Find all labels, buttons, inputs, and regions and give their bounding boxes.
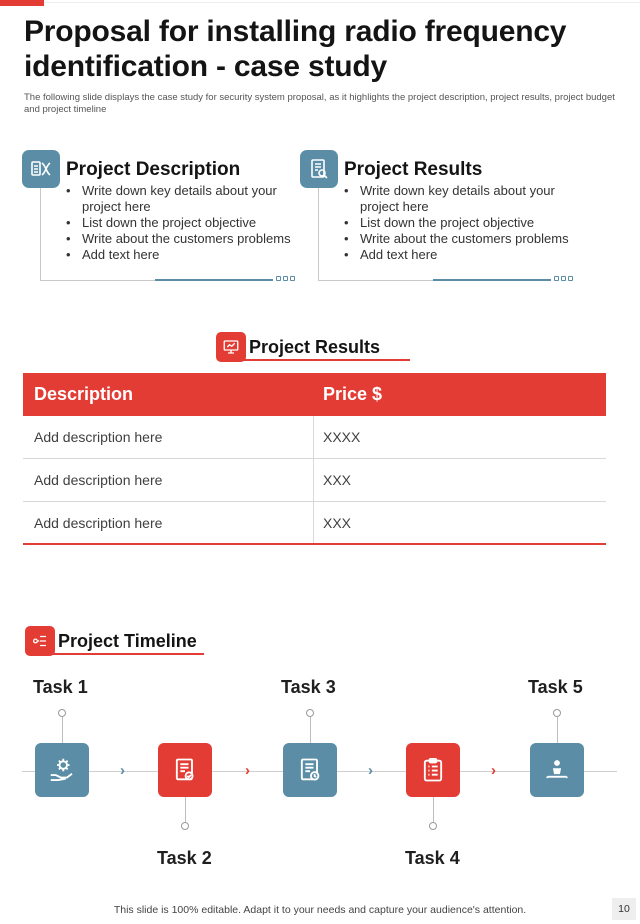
card-accent-rule (433, 279, 551, 281)
table-cell: Add description here (23, 416, 314, 458)
clipboard-list-icon (406, 743, 460, 797)
task-label: Task 5 (528, 677, 583, 697)
timeline-stem (185, 797, 186, 822)
timeline-stem (62, 717, 63, 743)
task-label: Task 2 (157, 848, 212, 868)
task-label: Task 1 (33, 677, 88, 697)
table-cell: XXX (323, 514, 352, 531)
section-underline (42, 653, 204, 655)
list-item: • Write about the customers problems (344, 231, 574, 247)
table-cell: XXX (323, 472, 352, 488)
chevron-right-icon: › (368, 762, 373, 779)
document-check-icon (158, 743, 212, 797)
dna-chart-icon (22, 150, 60, 188)
page-number: 10 (612, 898, 636, 920)
task-label: Task 4 (405, 848, 460, 868)
hand-gear-icon (35, 743, 89, 797)
table-row (23, 459, 606, 502)
list-item: • Write down key details about your project here (66, 183, 296, 215)
timeline-node (553, 709, 561, 717)
timeline-heading (25, 626, 197, 656)
card-project-description (22, 150, 292, 285)
page-subtitle: The following slide displays the case study for security system proposal, as it highlights the project description, project results, project budget and project timeline (24, 92, 615, 115)
list-item: • Add text here (66, 247, 296, 263)
section-title: Project Timeline (58, 630, 197, 651)
chevron-right-icon: › (120, 762, 125, 779)
card-dots (276, 276, 295, 284)
table-header-cell: Price $ (323, 384, 383, 404)
table-cell: XXXX (323, 429, 361, 445)
timeline-stem (433, 797, 434, 822)
card-project-results (300, 150, 570, 285)
list-item: • Write down key details about your project here (344, 183, 574, 215)
section-title: Project Results (249, 336, 381, 357)
top-accent-bar (0, 0, 44, 6)
timeline-node (58, 709, 66, 717)
top-rule (44, 2, 640, 3)
card-frame (318, 180, 319, 280)
card-dots (554, 276, 573, 284)
timeline-stem (557, 717, 558, 743)
card-title: Project Results (344, 159, 483, 180)
document-search-icon (300, 150, 338, 188)
table-row (23, 416, 606, 459)
person-podium-icon (530, 743, 584, 797)
table-header-cell: Description (34, 384, 134, 404)
list-item: • Write about the customers problems (66, 231, 296, 247)
document-clock-icon (283, 743, 337, 797)
timeline-node (306, 709, 314, 717)
table-cell: Add description here (23, 459, 314, 501)
card-frame (40, 180, 41, 280)
chevron-right-icon: › (491, 762, 496, 779)
table-header (23, 373, 606, 416)
timeline-stem (310, 717, 311, 743)
footer-note: This slide is 100% editable. Adapt it to your needs and capture your audience's attention. (113, 904, 527, 916)
card-bullet-list (344, 183, 574, 263)
list-item: • List down the project objective (66, 215, 296, 231)
presentation-board-icon (216, 332, 246, 362)
task-label: Task 3 (281, 677, 336, 697)
card-frame (318, 280, 433, 281)
table-cell: Add description here (23, 502, 314, 543)
list-item: • Add text here (344, 247, 574, 263)
card-bullet-list (66, 183, 296, 263)
list-item: • List down the project objective (344, 215, 574, 231)
chevron-right-icon: › (245, 762, 250, 779)
card-frame (40, 280, 155, 281)
card-accent-rule (155, 279, 273, 281)
timeline-node (181, 822, 189, 830)
section-underline (232, 359, 410, 361)
timeline-node (429, 822, 437, 830)
table-row (23, 502, 606, 545)
timeline-list-icon (25, 626, 55, 656)
page-title: Proposal for installing radio frequency identification - case study (24, 15, 567, 83)
results-heading (216, 332, 380, 362)
results-table (23, 373, 606, 545)
card-title: Project Description (66, 159, 241, 180)
